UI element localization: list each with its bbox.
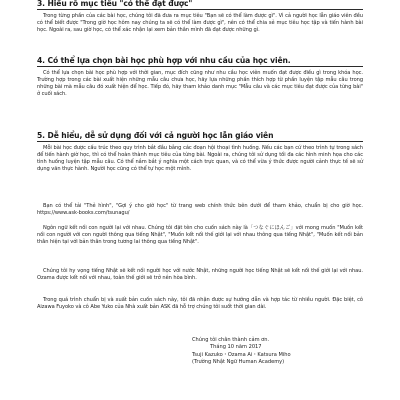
section-5-paragraph-5: Trong quá trình chuẩn bị và xuất bản cuốn sách này, tôi đã nhận được sự hướng dẫn và hợp tác từ nhiều người. Đặc biệt, cô Aizawa Fuyoko và cô Abe Yuko của Nhà xuất bản ASK đã hỗ trợ chúng tôi suốt thời gian dài. [37, 297, 363, 311]
date-text: Tháng 10 năm 2017 [210, 344, 262, 351]
signature-block [192, 337, 332, 367]
authors-text: Tsuji Kazuko・Ozama Ai・Katsura Miho [192, 351, 291, 358]
section-4-heading: 4. Có thể lựa chọn bài học phù hợp với nhu cầu của học viên. [37, 56, 291, 65]
section-5-paragraph-2: Bạn có thể tải "Thẻ hình", "Gợi ý cho giờ học" từ trang web chính thức bên dưới để tham khảo, chuẩn bị cho giờ học. https://www.ask-books.com/tsunagu/ [37, 203, 363, 217]
section-3-paragraph: Trong từng phần của các bài học, chúng tôi đã đưa ra mục tiêu "Bạn sẽ có thể làm được gì". Vì cả người học lẫn giáo viên đều có thể biết được "Trong giờ học hôm nay chúng ta sẽ có thể làm được gì", nên có thể chia sẻ mục tiêu học tập và tiến hành bài học. Ngoài ra, sau giờ học, có thể xác nhận lại xem bản thân mình đã đạt được những gì. [37, 13, 363, 34]
section-4-paragraph: Có thể lựa chọn bài học phù hợp với thời gian, mục đích cũng như nhu cầu học viên muốn đạt được điều gì trong khóa học. Trường hợp trong các bài xuất hiện những mẫu câu chưa học, hãy lựa những phần thích hợp từ phần luyện tập mẫu câu trong những bài mà mẫu câu đó xuất hiện để học. Tiếp đó, hãy tham khảo danh mục "Mẫu câu và các mục tiêu đạt được của từng bài" ở cuối sách. [37, 70, 363, 98]
section-3-heading: 3. Hiểu rõ mục tiêu "có thể đạt được" [37, 0, 193, 8]
section-4 [37, 56, 363, 99]
thanks-text: Chúng tôi chân thành cảm ơn. [192, 337, 270, 343]
section-5-heading: 5. Dễ hiểu, dễ sử dụng đối với cả người học lẫn giáo viên [37, 131, 274, 140]
section-5 [37, 131, 363, 142]
section-5-paragraph-4: Chúng tôi hy vọng tiếng Nhật sẽ kết nối người học với nước Nhật, những người học tiếng Nhật sẽ kết nối thế giới lại với nhau. Ozama được kết nối với nhau, toàn thế giới sẽ trở nên hòa bình. [37, 268, 363, 282]
section-5-paragraph-1: Mỗi bài học được cấu trúc theo quy trình bắt đầu bằng các đoạn hội thoại tình huống. Nếu các bạn cứ theo trình tự trong sách để tiến hành giờ học, thì có thể hoàn thành mục tiêu của từng bài. Ngoài ra, chúng tôi sử dụng tối đa các hình minh họa cho các tình huống luyện tập mẫu câu. Có thể nắm bắt ý nghĩa một cách trực quan, và có thể vừa ý thức được người cảnh thực tế sẽ sử dụng văn thực hành. Người học cũng có thể tự học một mình. [37, 145, 363, 173]
section-5-divider [37, 141, 363, 142]
institution-text: (Trường Nhật Ngữ Human Academy) [192, 359, 285, 366]
section-5-paragraph-3: Ngôn ngữ kết nối con người lại với nhau. Chúng tôi đặt tên cho cuốn sách này là「つなぐにほんご」với mong muốn "Muốn kết nối con người với con người thông qua tiếng Nhật", "Muốn kết nối thế giới lại với nhau thông qua tiếng Nhật", "Muốn kết nối bản thân hiện tại với bản thân trong tương lai thông qua tiếng Nhật". [37, 225, 363, 246]
section-3 [37, 0, 363, 34]
section-4-divider [37, 66, 363, 67]
section-3-divider [37, 9, 363, 10]
